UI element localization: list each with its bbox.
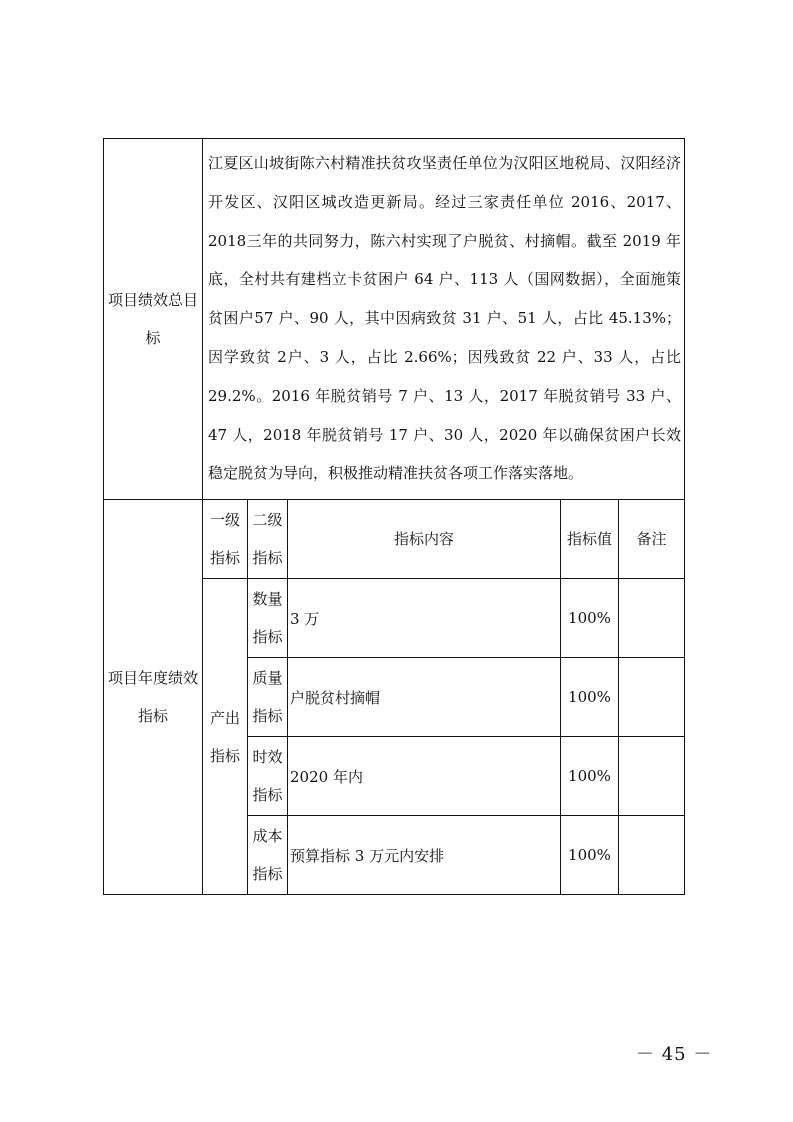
indicator-note (619, 658, 685, 737)
annual-label: 项目年度绩效指标 (104, 500, 203, 895)
indicator-value: 100% (561, 579, 619, 658)
header-level1: 一级指标 (203, 500, 248, 579)
page-number: － 45 － (636, 1044, 713, 1065)
header-note: 备注 (619, 500, 685, 579)
indicator-content: 2020 年内 (288, 737, 561, 816)
indicator-content: 预算指标 3 万元内安排 (288, 816, 561, 895)
header-level2: 二级指标 (248, 500, 288, 579)
indicator-note (619, 737, 685, 816)
header-value: 指标值 (561, 500, 619, 579)
header-row (104, 500, 685, 579)
performance-table (103, 138, 685, 895)
indicator-note (619, 579, 685, 658)
indicator-value: 100% (561, 816, 619, 895)
summary-text: 江夏区山坡街陈六村精准扶贫攻坚责任单位为汉阳区地税局、汉阳经济开发区、汉阳区城改造更新局。经过三家责任单位 2016、2017、2018三年的共同努力，陈六村实现了户脱贫、村摘帽。截至 2019 年底，全村共有建档立卡贫困户 64 户、113 人（国网数据），全面施策贫困户57 户、90 人，其中因病致贫 31 户、51 人，占比 45.13%；因学致贫 2户、3 人，占比 2.66%；因残致贫 22 户、33 人，占比 29.2%。2016 年脱贫销号 7 户、13 人，2017 年脱贫销号 33 户、47 人，2018 年脱贫销号 17 户、30 人，2020 年以确保贫困户长效稳定脱贫为导向，积极推动精准扶贫各项工作落实落地。 (203, 139, 685, 500)
sub-indicator: 时效指标 (248, 737, 288, 816)
indicator-content: 户脱贫村摘帽 (288, 658, 561, 737)
summary-row (104, 139, 685, 500)
indicator-note (619, 816, 685, 895)
sub-indicator: 成本指标 (248, 816, 288, 895)
indicator-value: 100% (561, 737, 619, 816)
indicator-content: 3 万 (288, 579, 561, 658)
category-output: 产出指标 (203, 579, 248, 895)
indicator-value: 100% (561, 658, 619, 737)
sub-indicator: 质量指标 (248, 658, 288, 737)
summary-label: 项目绩效总目标 (104, 139, 203, 500)
header-content: 指标内容 (288, 500, 561, 579)
sub-indicator: 数量指标 (248, 579, 288, 658)
